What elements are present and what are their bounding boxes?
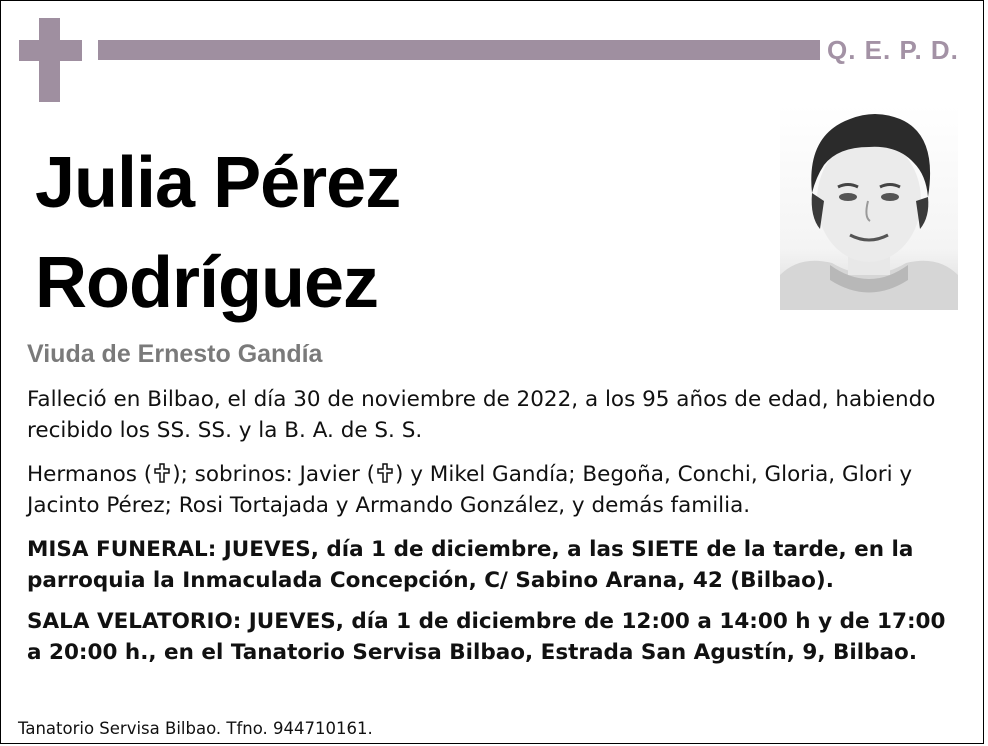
funeral-mass: MISA FUNERAL: JUEVES, día 1 de diciembre, a las SIETE de la tarde, en la parroquia la Inmaculada Concepción, C/ Sabino Arana, 42 (Bilbao). [27, 537, 914, 593]
deceased-name [35, 133, 595, 333]
family-text-c: ) y Mikel Gandía; Begoña, Conchi, Gloria, Glori y Jacinto Pérez; Rosi Tortajada y Armando González, y demás familia. [27, 462, 913, 518]
footer-contact: Tanatorio Servisa Bilbao. Tfno. 944710161. [18, 719, 373, 738]
death-notice: Falleció en Bilbao, el día 30 de noviembre de 2022, a los 95 años de edad, habiendo recibido los SS. SS. y la B. A. de S. S. [27, 387, 936, 443]
wake-room: SALA VELATORIO: JUEVES, día 1 de diciembre de 12:00 a 14:00 h y de 17:00 a 20:00 h., en el Tanatorio Servisa Bilbao, Estrada San Agustín, 9, Bilbao. [27, 609, 946, 665]
portrait-photo [780, 105, 958, 310]
family-list [27, 459, 967, 521]
cross-icon-arm [19, 40, 82, 61]
header-rule [98, 40, 820, 60]
family-text-a: Hermanos ( [27, 462, 153, 487]
qepd-label: Q. E. P. D. [827, 35, 959, 65]
subtitle: Viuda de Ernesto Gandía [27, 340, 323, 368]
cross-outline-icon [376, 462, 394, 484]
name-line-2: Rodríguez [35, 243, 378, 323]
cross-outline-icon [153, 462, 171, 484]
family-text-b: ); sobrinos: Javier ( [172, 462, 376, 487]
name-line-1: Julia Pérez [35, 143, 401, 223]
